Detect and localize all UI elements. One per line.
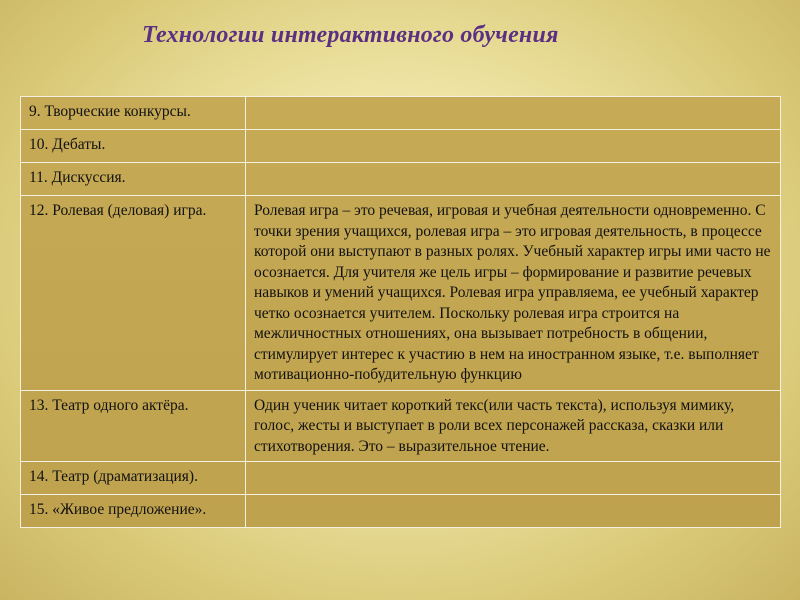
table-row <box>21 196 781 391</box>
technology-name: 10. Дебаты. <box>21 130 246 163</box>
table-row <box>21 390 781 462</box>
technology-description <box>246 462 781 495</box>
technology-name: 15. «Живое предложение». <box>21 495 246 528</box>
slide-title: Технологии интерактивного обучения <box>142 22 559 48</box>
table-row <box>21 163 781 196</box>
table-row <box>21 462 781 495</box>
technology-description: Один ученик читает короткий текс(или часть текста), используя мимику, голос, жесты и выступает в роли всех персонажей рассказа, сказки или стихотворения. Это – выразительное чтение. <box>246 390 781 462</box>
technology-name: 9. Творческие конкурсы. <box>21 97 246 130</box>
technology-description <box>246 130 781 163</box>
technology-description: Ролевая игра – это речевая, игровая и учебная деятельности одновременно. С точки зрения учащихся, ролевая игра – это игровая деятельность, в процессе которой они выступают в разных ролях. Учебный характер игры ими часто не осознается. Для учителя же цель игры – формирование и развитие речевых навыков и умений учащихся. Ролевая игра управляема, ее учебный характер четко осознается учителем. Поскольку ролевая игра строится на межличностных отношениях, она вызывает потребность в общении, стимулирует интерес к участию в нем на иностранном языке, т.е. выполняет мотивационно-побудительную функцию <box>246 196 781 391</box>
technology-name: 13. Театр одного актёра. <box>21 390 246 462</box>
table-row <box>21 97 781 130</box>
technology-name: 11. Дискуссия. <box>21 163 246 196</box>
technology-name: 14. Театр (драматизация). <box>21 462 246 495</box>
table-row <box>21 495 781 528</box>
technology-name: 12. Ролевая (деловая) игра. <box>21 196 246 391</box>
table-row <box>21 130 781 163</box>
technology-description <box>246 495 781 528</box>
technology-description <box>246 163 781 196</box>
technology-description <box>246 97 781 130</box>
technologies-table <box>20 96 781 528</box>
